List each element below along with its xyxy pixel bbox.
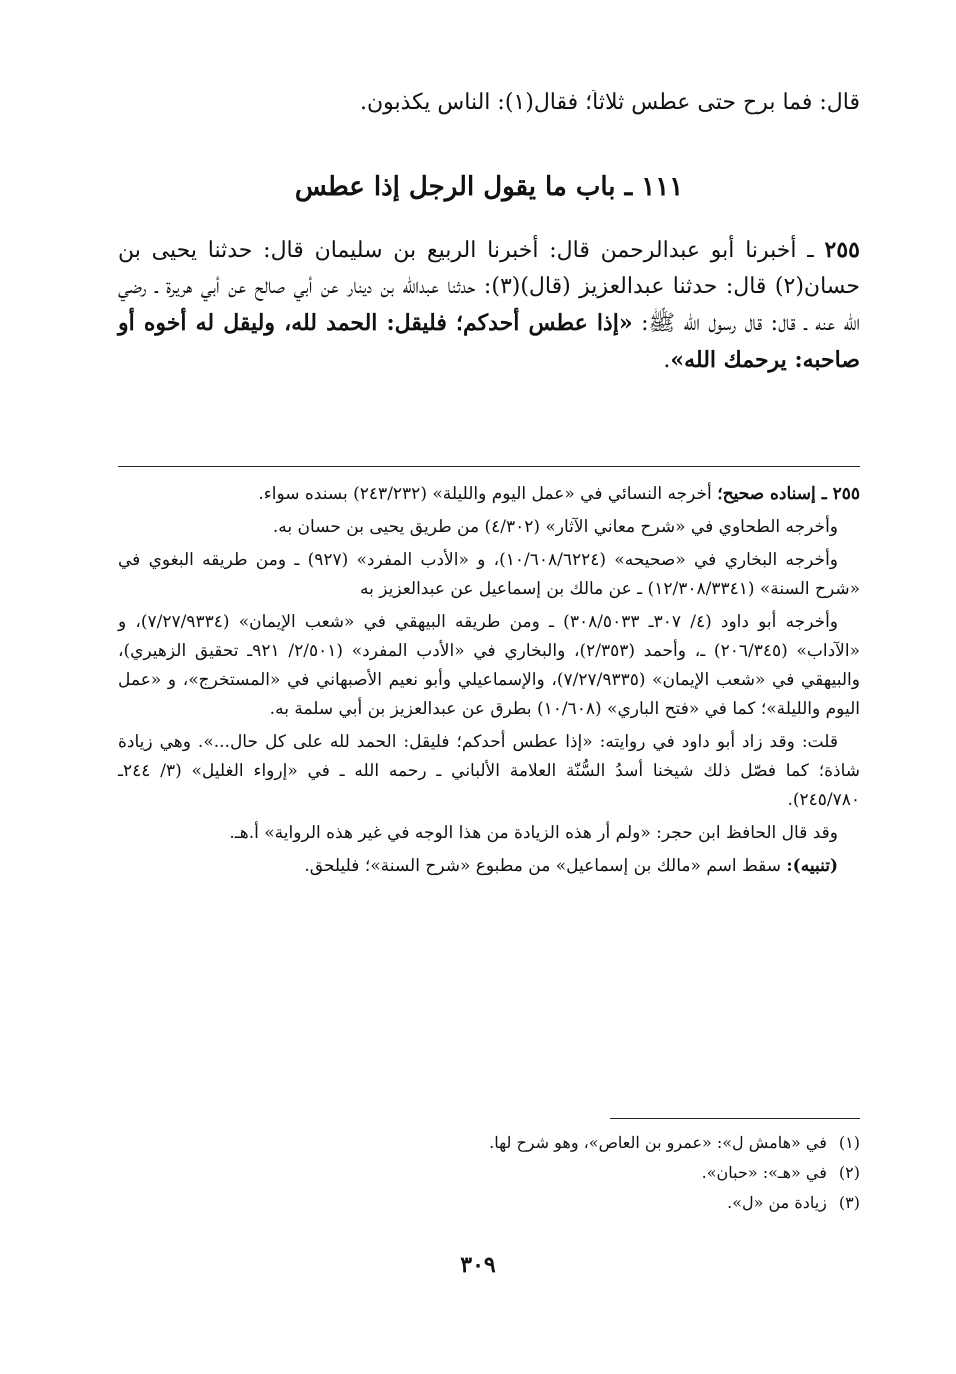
note-paragraph: وأخرجه البخاري في «صحيحه» (١٠/٦٠٨/٦٢٢٤)، و «الأدب المفرد» (٩٢٧) ـ ومن طريقه البغوي في «شرح السنة» (١٢/٣٠٨/٣٣٤١) ـ عن مالك بن إسماعيل عن عبدالعزيز به — [118, 550, 860, 599]
hadith-text — [118, 232, 860, 379]
footnotes-divider — [610, 1118, 860, 1119]
page-number: ٣٠٩ — [460, 1252, 496, 1278]
hadith-end: . — [663, 348, 671, 373]
note-paragraph: (تنبيه): سقط اسم «مالك بن إسماعيل» من مطبوع «شرح السنة»؛ فليلحق. — [304, 856, 838, 876]
footnotes — [118, 1128, 860, 1218]
hadith-matn: «إذا عطس أحدكم؛ فليقل: الحمد لله، وليقل له أخوه أو صاحبه: يرحمك الله» — [118, 310, 860, 373]
hadith-number: ٢٥٥ — [824, 237, 860, 263]
intro-line: قال: فما برح حتى عطس ثلاثاً؛ فقال(١): الناس يكذبون. — [359, 90, 860, 115]
note-paragraph: وأخرجه أبو داود (٤/ ٣٠٧ـ ٣٠٨/٥٠٣٣) ـ ومن طريقه البيهقي في «شعب الإيمان» (٧/٢٧/٩٣٣٤)، و «الآداب» (٢٠٦/٣٤٥) ـ، وأحمد (٢/٣٥٣)، والبخاري في «الأدب المفرد» (٢/٥٠١/ ٩٢١ـ تحقيق الزهيري)، والبيهقي في «شعب الإيمان» (٧/٢٧/٩٣٣٥)، والإسماعيلي وأبو نعيم الأصبهاني في «المستخرج»، و «عمل اليوم والليلة»؛ كما في «فتح الباري» (١٠/٦٠٨) بطرق عن عبدالعزيز بن أبي سلمة به. — [118, 612, 860, 719]
takhrij-notes — [118, 480, 860, 885]
notes-divider — [118, 466, 860, 467]
note-paragraph: وقد قال الحافظ ابن حجر: «ولم أر هذه الزيادة من هذا الوجه في غير هذه الرواية» أ.هـ. — [229, 823, 838, 843]
note-paragraph: قلت: وقد زاد أبو داود في روايته: «إذا عطس أحدكم؛ فليقل: الحمد لله على كل حال...». وهي زيادة شاذة؛ كما فصّل ذلك شيخنا أسدُ السُّنّة العلامة الألباني ـ رحمه الله ـ في «إرواء الغليل» (٣/ ٢٤٤ـ ٢٤٥/٧٨٠). — [118, 732, 860, 810]
footnote-item: (١)في «هامش ل»: «عمرو بن العاص»، وهو شرح لها. — [489, 1133, 860, 1152]
note-paragraph: ٢٥٥ ـ إسناده صحيح؛ أخرجه النسائي في «عمل اليوم والليلة» (٢٤٣/٢٣٢) بسنده سواء. — [258, 484, 860, 504]
footnote-item: (٢)في «هـ»: «حبان». — [701, 1163, 860, 1182]
chapter-heading: ١١١ ـ باب ما يقول الرجل إذا عطس — [294, 172, 684, 202]
footnote-item: (٣)زيادة من «ل». — [727, 1193, 860, 1212]
note-paragraph: وأخرجه الطحاوي في «شرح معاني الآثار» (٤/٣٠٢) من طريق يحيى بن حسان به. — [272, 517, 838, 537]
hadith-chain: ـ أخبرنا أبو عبدالرحمن قال: أخبرنا الربيع بن سليمان قال: حدثنا يحيى بن حسان(٢) قال: حدثنا عبدالعزيز (قال)(٣): حدثنا عبدالله بن دينار عن أبي صالح عن أبي هريرة ـ رضي الله عنه ـ قال: قال رسول الله ﷺ: — [118, 238, 860, 336]
